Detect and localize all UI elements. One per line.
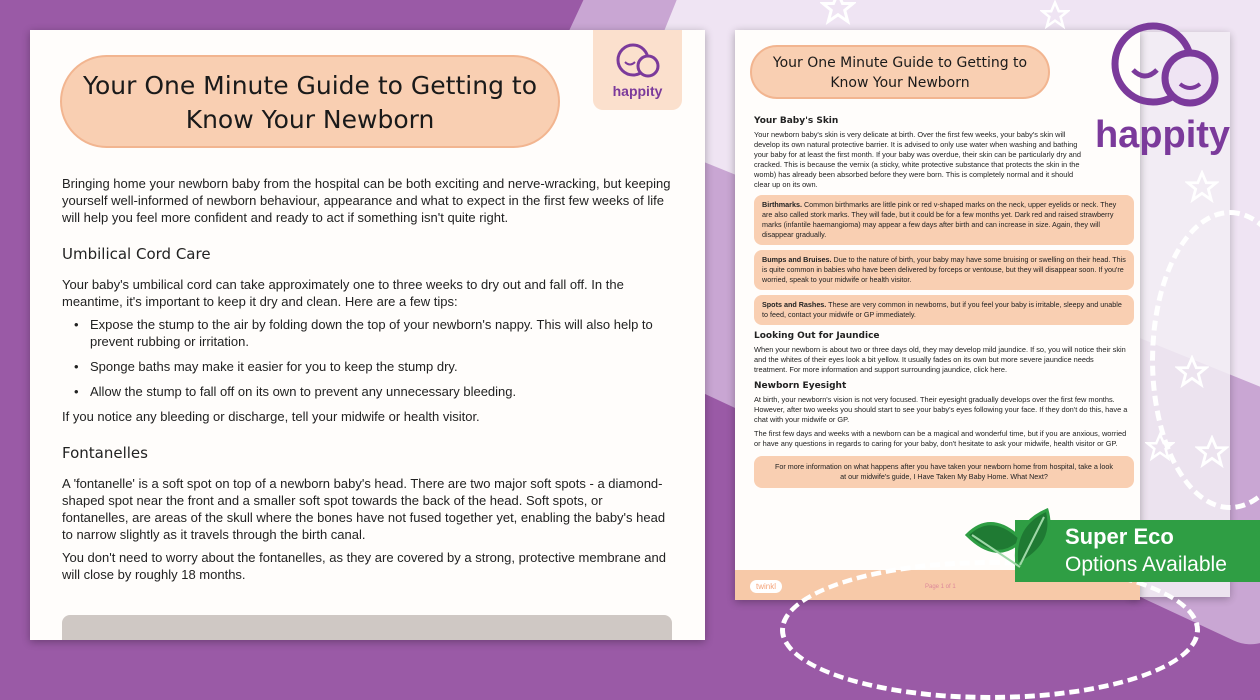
birthmarks-box: [754, 195, 1134, 245]
page-title: Your One Minute Guide to Getting to Know Your Newborn: [60, 55, 560, 148]
leaf-icon: [962, 505, 1057, 580]
page-number: Page 1 of 1: [925, 584, 956, 590]
box-label: Bumps and Bruises.: [762, 255, 832, 264]
left-content: [62, 175, 672, 589]
star-icon: [820, 0, 856, 26]
star-icon: [1185, 170, 1219, 204]
page-title-small: Your One Minute Guide to Getting to Know Your Newborn: [750, 45, 1050, 99]
box-label: Birthmarks.: [762, 200, 802, 209]
umbilical-text: Your baby's umbilical cord can take approximately one to three weeks to dry out and fall off. In the meantime, it's important to keep it dry and clean. Here are a few tips:: [62, 277, 624, 309]
box-label: Spots and Rashes.: [762, 300, 827, 309]
left-document-page: [30, 30, 705, 640]
star-icon: [1145, 432, 1175, 462]
faces-icon: [1098, 18, 1228, 110]
right-content: [754, 110, 1134, 488]
fontanelles-text: A 'fontanelle' is a soft spot on top of a newborn baby's head. There are two major soft spots - a diamond-shaped spot near the front and a smaller soft spot towards the back of the head. Soft spots, or fontanelles, are areas of the skull where the bones have not fused together yet, enabling the baby's head to narrow slightly as it travels through the birth canal.: [62, 476, 666, 542]
closing-text: The first few days and weeks with a newborn can be a magical and wonderful time, but if you are anxious, worried or have any questions in regards to caring for your baby, don't hesitate to ask your midwife, health visitor or GP.: [754, 429, 1127, 448]
logo-text: happity: [612, 83, 663, 99]
happity-logo: [593, 30, 682, 110]
box-text: Due to the nature of birth, your baby may have some bruising or swelling on their head. This is quite common in babies who have been delivered by forceps or ventouse, but they will disappear soon. If you're worried, speak to your midwife or health visitor.: [762, 255, 1126, 284]
faces-icon: [613, 40, 663, 80]
skin-text: Your newborn baby's skin is very delicate at birth. Over the first few weeks, your baby's skin will develop its own natural protective barrier. It is advised to only use water when washing and bathing your baby for at least the first month. If your baby was overdue, their skin can be particularly dry and cracked. This is because the vernix (a sticky, white protective substance that protects the skin in the womb) has already been absorbed before they were born. This is completely normal and it should clear up on its own.: [754, 130, 1081, 189]
tips-list: [62, 316, 672, 400]
footer-info-box: For more information on what happens after you have taken your newborn home from hospital, take a look at our midwife's guide, I Have Taken My Baby Home. What Next?: [754, 456, 1134, 488]
jaundice-text: When your newborn is about two or three days old, they may develop mild jaundice. If so, you will notice their skin and the whites of their eyes look a bit yellow. It usually fades on its own but more severe jaundice needs treatment. For more information and support surrounding jaundice, click here.: [754, 345, 1126, 374]
list-item: • Expose the stump to the air by folding down the top of your newborn's nappy. This will also help to prevent rubbing or irritation.: [62, 316, 672, 350]
box-text: Common birthmarks are little pink or red v-shaped marks on the neck, upper eyelids or neck. They are also called stork marks. They will fade, but it could be for a few months yet. Dark red and raised strawberry marks (infantile haemangioma) may appear a few days after birth and can increase in size. Again, they will disappear gradually.: [762, 200, 1117, 239]
brand-logo-text: happity: [1094, 114, 1231, 156]
twinkl-logo: twinkl: [750, 580, 782, 593]
badge-line1: Super Eco: [1065, 524, 1174, 549]
jaundice-heading: Looking Out for Jaundice: [754, 331, 880, 341]
intro-text: Bringing home your newborn baby from the hospital can be both exciting and nerve-wracking, but keeping yourself well-informed of newborn behaviour, appearance and what to expect in the first few weeks of life will help you feel more confident and ready to act if something isn't quite right.: [62, 176, 671, 225]
bumps-box: [754, 250, 1134, 290]
star-icon: [1175, 355, 1209, 389]
star-icon: [1195, 435, 1229, 469]
badge-line2: Options Available: [1065, 553, 1227, 576]
fontanelles-heading: Fontanelles: [62, 444, 148, 462]
fontanelles-note: You don't need to worry about the fontanelles, as they are covered by a strong, protective membrane and will close by roughly 18 months.: [62, 550, 666, 582]
right-document-page: [735, 30, 1140, 600]
umbilical-note: If you notice any bleeding or discharge, tell your midwife or health visitor.: [62, 409, 480, 424]
baby-photo: [62, 615, 672, 640]
box-text: These are very common in newborns, but if you feel your baby is irritable, sleepy and unable to feed, contact your midwife or GP immediately.: [762, 300, 1122, 319]
eyesight-text: At birth, your newborn's vision is not very focused. Their eyesight gradually develops over the first few months. However, after two weeks you should start to see your baby's eyes following your face. If they don't do this, have a chat with your midwife or GP.: [754, 395, 1128, 424]
umbilical-heading: Umbilical Cord Care: [62, 245, 211, 263]
list-item: • Sponge baths may make it easier for you to keep the stump dry.: [62, 358, 672, 375]
spots-box: [754, 295, 1134, 325]
happity-brand-logo: [1090, 18, 1235, 155]
eyesight-heading: Newborn Eyesight: [754, 381, 847, 391]
star-icon: [1040, 0, 1070, 30]
list-item: • Allow the stump to fall off on its own to prevent any unnecessary bleeding.: [62, 383, 672, 400]
skin-heading: Your Baby's Skin: [754, 116, 839, 126]
